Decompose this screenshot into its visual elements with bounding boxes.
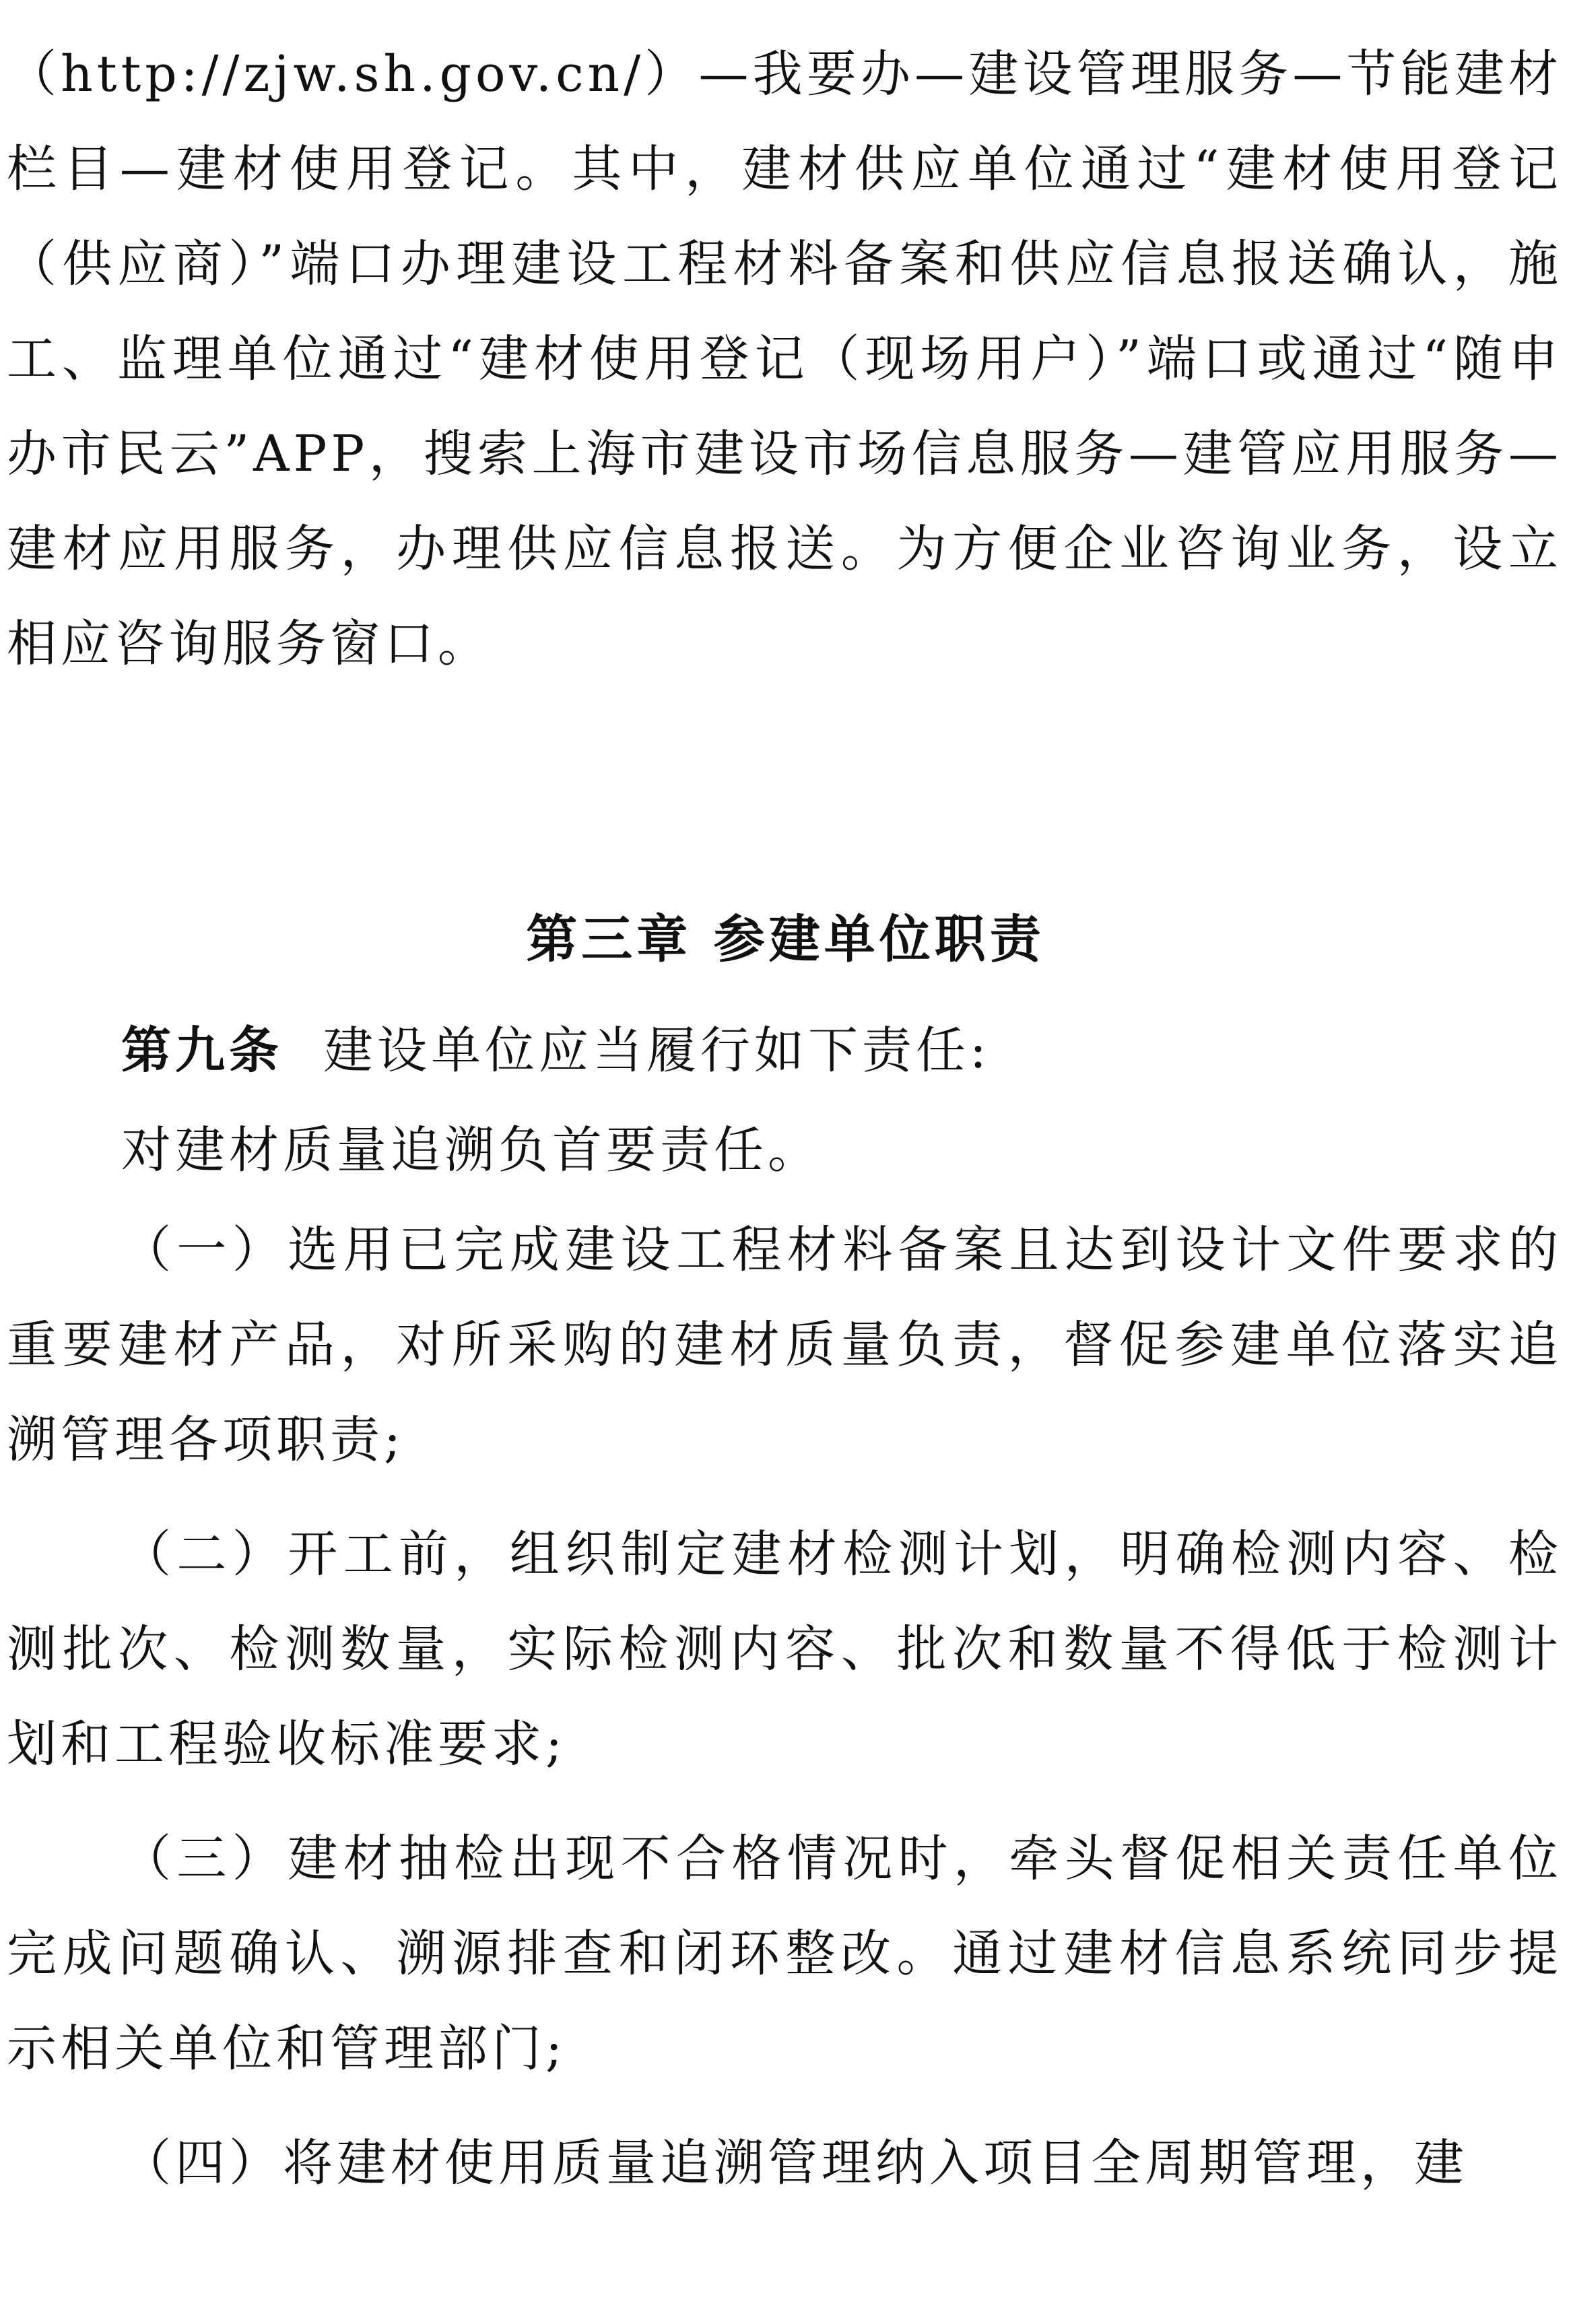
chapter-heading: 第三章 参建单位职责 [526, 909, 1045, 969]
item-4-paragraph: （四）将建材使用质量追溯管理纳入项目全周期管理，建 [121, 2134, 1468, 2192]
article-9-label: 第九条 [121, 1022, 283, 1080]
item-2-paragraph: （二）开工前，组织制定建材检测计划，明确检测内容、检测批次、检测数量，实际检测内容、批次和数量不得低于检测计划和工程验收标准要求; [7, 1525, 1562, 1773]
article-9-text: 建设单位应当履行如下责任: [323, 1022, 991, 1080]
item-1-paragraph: （一）选用已完成建设工程材料备案且达到设计文件要求的重要建材产品，对所采购的建材质量负责，督促参建单位落实追溯管理各项职责; [7, 1221, 1562, 1469]
article-9-paragraph [7, 1003, 1562, 1098]
item-3-paragraph: （三）建材抽检出现不合格情况时，牵头督促相关责任单位完成问题确认、溯源排查和闭环整改。通过建材信息系统同步提示相关单位和管理部门; [7, 1830, 1562, 2078]
intro-paragraph: （http://zjw.sh.gov.cn/）—我要办—建设管理服务—节能建材栏目—建材使用登记。其中，建材供应单位通过“建材使用登记（供应商）”端口办理建设工程材料备案和供应信息报送确认，施工、监理单位通过“建材使用登记（现场用户）”端口或通过“随申办市民云”APP，搜索上海市建设市场信息服务—建管应用服务—建材应用服务，办理供应信息报送。为方便企业咨询业务，设立相应咨询服务窗口。 [7, 45, 1562, 673]
primary-responsibility-paragraph: 对建材质量追溯负首要责任。 [121, 1121, 822, 1179]
